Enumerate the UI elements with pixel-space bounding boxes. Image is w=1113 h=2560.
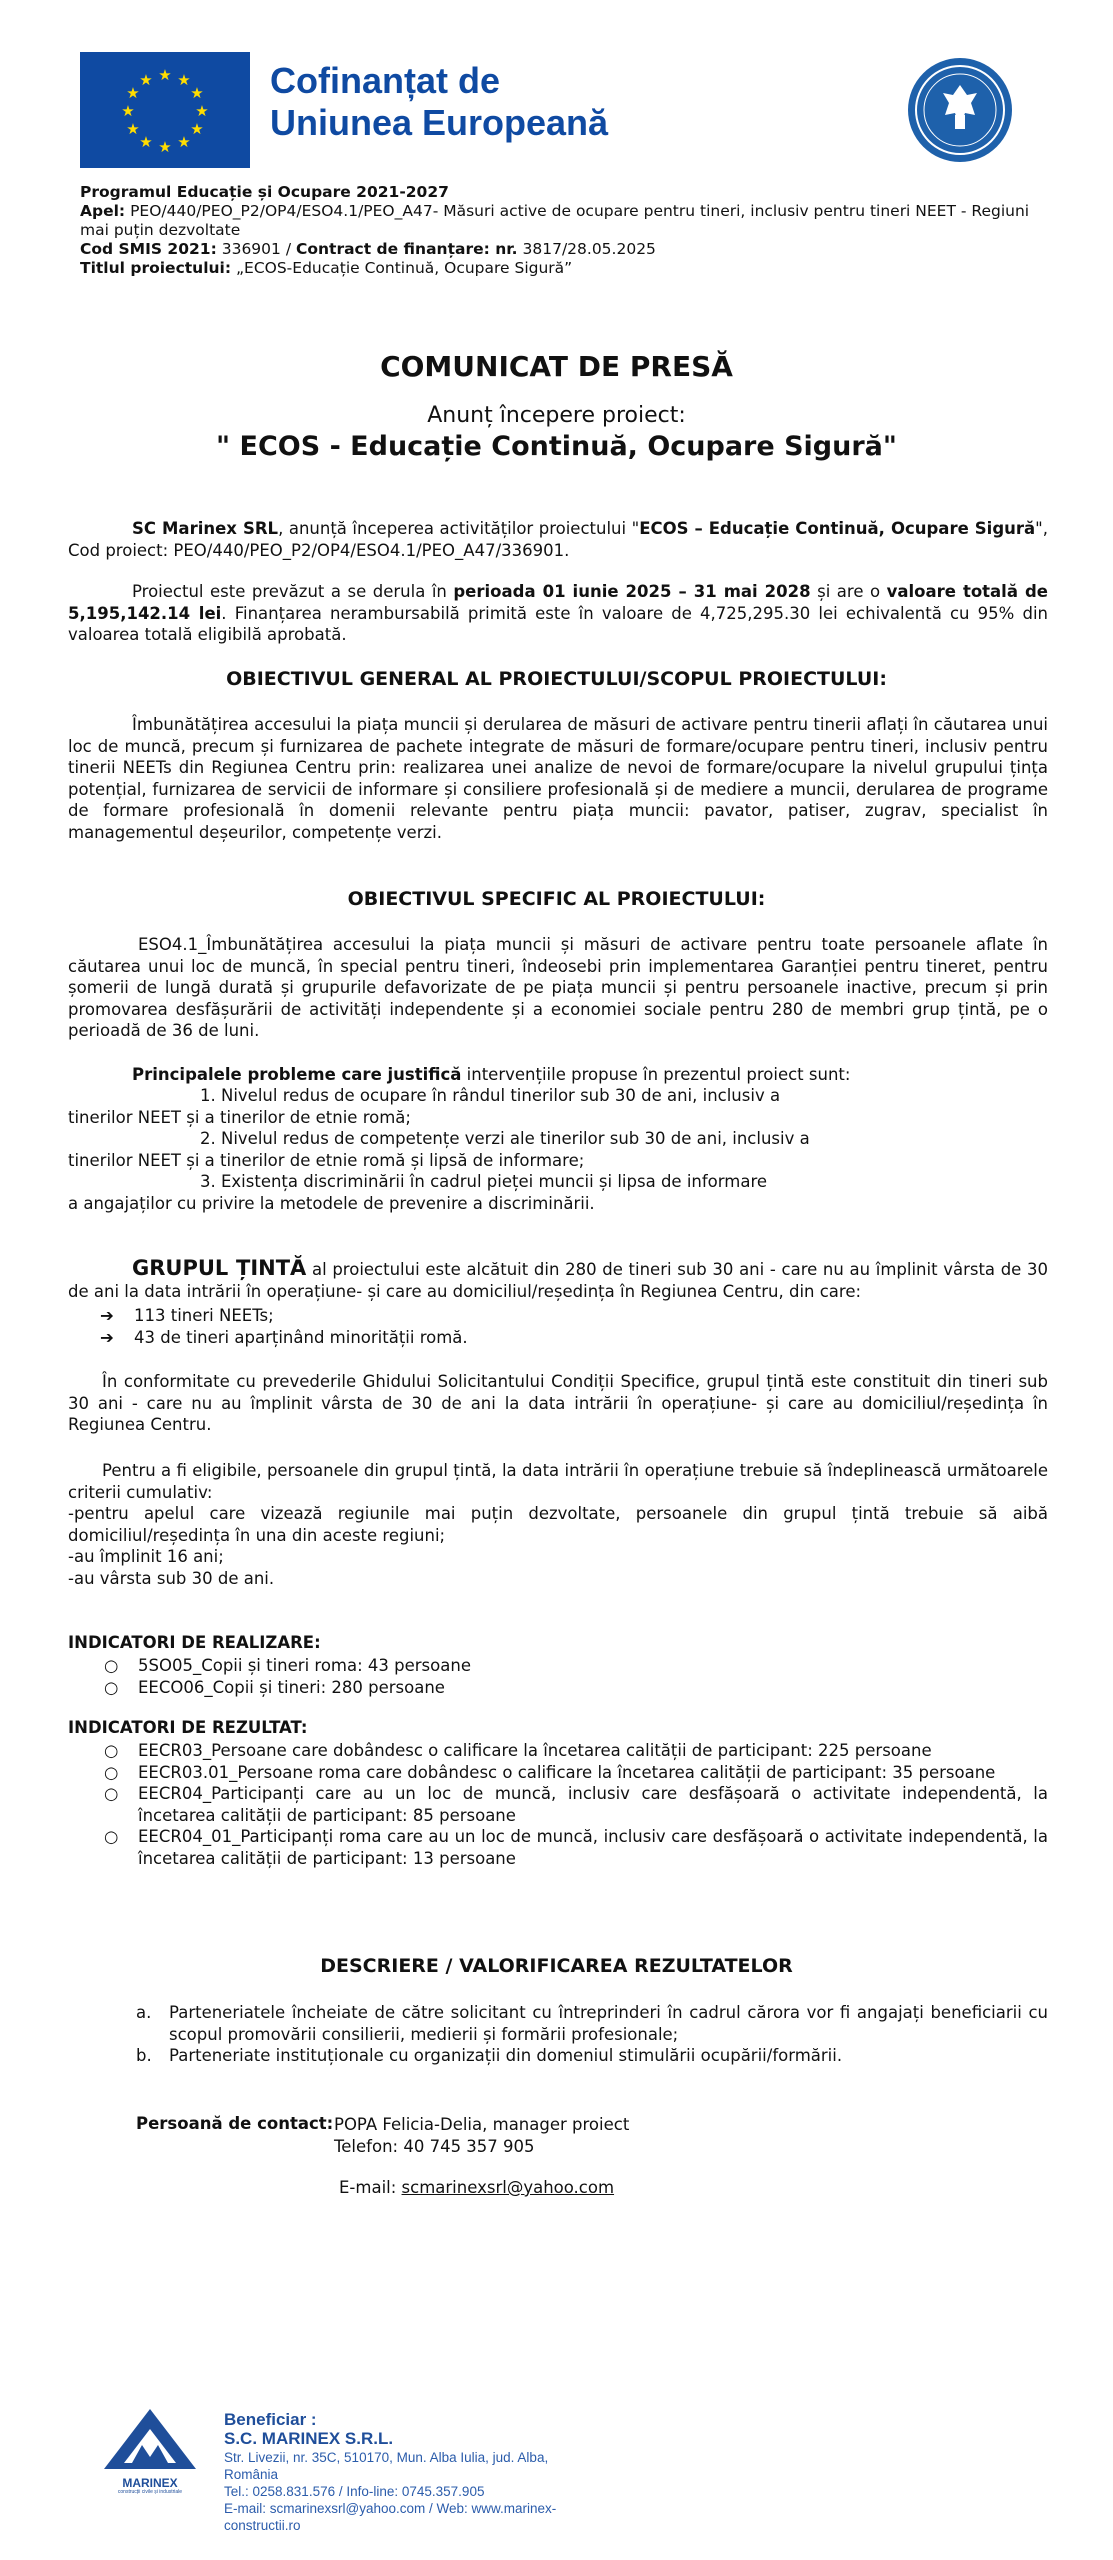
contact-email-link[interactable]: scmarinexsrl@yahoo.com (401, 2178, 615, 2197)
eu-title-line2: Uniunea Europeană (270, 102, 609, 143)
arrow-right-icon: ➔ (100, 1306, 114, 1325)
government-seal (905, 55, 1015, 165)
svg-text:★: ★ (139, 133, 153, 151)
result-indicator: EECR04_01_Participanți roma care au un loc de muncă, inclusiv care desfășoară o activitate independentă, la încetarea calității de participant: 13 persoane (138, 1827, 1048, 1868)
specific-objective-heading: OBIECTIVUL SPECIFIC AL PROIECTULUI: (347, 888, 766, 910)
footer-tel: Tel.: 0258.831.576 / Info-line: 0745.357.905 (224, 2484, 485, 2499)
arrow-right-icon: ➔ (100, 1328, 114, 1347)
realization-indicators-heading: INDICATORI DE REALIZARE: (68, 1633, 321, 1652)
footer-address-2: România (224, 2467, 279, 2482)
problem-1-cont: tinerilor NEET și a tinerilor de etnie romă; (68, 1107, 411, 1127)
svg-text:★: ★ (121, 102, 135, 120)
list-marker-b: b. (136, 2046, 152, 2065)
target-group-heading: GRUPUL ȚINTĂ (132, 1256, 307, 1280)
eu-flag (80, 52, 250, 168)
result-indicator: EECR03_Persoane care dobândesc o calificare la încetarea calității de participant: 225 persoane (138, 1741, 932, 1760)
general-objective-heading: OBIECTIVUL GENERAL AL PROIECTULUI/SCOPUL PROIECTULUI: (226, 668, 887, 690)
realization-indicator: 5SO05_Copii și tineri roma: 43 persoane (138, 1656, 471, 1675)
specific-objective-text: ESO4.1_Îmbunătățirea accesului la piața muncii și măsuri de activare pentru toate persoanele aflate în căutarea unui loc de muncă, în special pentru tineri, îndeosebi prin implementarea Garanției pentru tineret, pentru șomerii de lungă durată și grupurile defavorizate de pe piața muncii și pentru persoanele inactive, precum și prin promovarea desfășurării de activități independente și a economiei sociale pentru 280 de membri grup țintă, pe o perioadă de 36 de luni. (68, 935, 1048, 1040)
logo-tagline: construcții civile și industriale (117, 2489, 183, 2495)
contract-label: Contract de finanțare: nr. (295, 240, 518, 258)
eu-title-line1: Cofinanțat de (270, 60, 500, 101)
footer-web-1: E-mail: scmarinexsrl@yahoo.com / Web: www.marinex- (224, 2501, 557, 2516)
marinex-logo-icon (100, 2405, 200, 2473)
target-eligibility: Pentru a fi eligibile, persoanele din grupul țintă, la data intrării în operațiune trebuie să îndeplinească următoarele criterii cumulativ: (68, 1461, 1048, 1502)
logo-text: MARINEX (122, 2476, 178, 2490)
problem-2: 2. Nivelul redus de competențe verzi ale tinerilor sub 30 de ani, inclusiv a (200, 1129, 810, 1148)
problems-intro: Principalele probleme care justifică intervențiile propuse în prezentul proiect sunt: (132, 1065, 851, 1084)
coat-of-arms-icon (905, 55, 1015, 165)
footer-address-1: Str. Livezii, nr. 35C, 510170, Mun. Alba Iulia, jud. Alba, (224, 2450, 549, 2465)
circle-bullet-icon: ○ (104, 1677, 119, 1697)
circle-bullet-icon: ○ (104, 1656, 119, 1675)
svg-text:★: ★ (126, 84, 140, 102)
result-indicator: EECR03.01_Persoane roma care dobândesc o calificare la încetarea calității de participant: 35 persoane (138, 1762, 996, 1782)
list-marker-a: a. (136, 2003, 152, 2022)
realization-indicator: EECO06_Copii și tineri: 280 persoane (138, 1677, 445, 1697)
press-heading: COMUNICAT DE PRESĂ (380, 350, 733, 383)
criteria-2: -au împlinit 16 ani; (68, 1547, 224, 1566)
target-bullet-1: 113 tineri NEETs; (134, 1306, 274, 1325)
apel-value: PEO/440/PEO_P2/OP4/ESO4.1/PEO_A47- Măsuri active de ocupare pentru tineri, inclusiv pentru tineri NEET - Regiuni mai puțin dezvoltate (80, 202, 1030, 239)
target-group-intro: GRUPUL ȚINTĂ al proiectului este alcătuit din 280 de tineri sub 30 ani - care nu au împlinit vârsta de 30 de ani la data intrării în operațiune- și care au domiciliul/reședința în Regiunea Centru, din care: (68, 1256, 1048, 1301)
contact-name: POPA Felicia-Delia, manager proiect (334, 2115, 630, 2134)
press-subheading: Anunț începere proiect: (427, 403, 686, 428)
results-item-b: Parteneriate instituționale cu organizații din domeniul stimulării ocupării/formării. (169, 2046, 843, 2065)
problem-1: 1. Nivelul redus de ocupare în rândul tinerilor sub 30 de ani, inclusiv a (200, 1086, 781, 1105)
svg-text:★: ★ (177, 133, 191, 151)
svg-text:★: ★ (195, 102, 209, 120)
general-objective-text: Îmbunătățirea accesului la piața muncii și derularea de măsuri de activare pentru tinerii aflați în căutarea unui loc de muncă, precum și furnizarea de pachete integrate de măsuri de formare/ocupare pentru tineri, inclusiv pentru tinerii NEETs din Regiunea Centru prin: realizarea unei analize de nevoi de formare/ocupare la nivelul grupului țința potențial, furnizarea de servicii de informare și consiliere profesională și de mediere a muncii, derularea de programe de formare profesională în domenii relevante pentru piața muncii: pavator, patiser, zugrav, specialist în managementul deșeurilor, competențe verzi. (68, 715, 1048, 842)
footer-web-2: constructii.ro (224, 2518, 301, 2533)
problem-3-cont: a angajaților cu privire la metodele de prevenire a discriminării. (68, 1193, 595, 1213)
result-indicators-heading: INDICATORI DE REZULTAT: (68, 1718, 308, 1737)
press-project-name: " ECOS - Educație Continuă, Ocupare Sigură" (216, 431, 897, 462)
criteria-3: -au vârsta sub 30 de ani. (68, 1568, 275, 1588)
contact-label: Persoană de contact: (136, 2114, 334, 2133)
smis-label: Cod SMIS 2021: (80, 240, 217, 258)
smis-value: 336901 / (221, 240, 292, 258)
marinex-logo (100, 2405, 200, 2495)
apel-label: Apel: (80, 202, 126, 220)
target-bullet-2: 43 de tineri aparținând minorității romă. (134, 1328, 468, 1347)
company-name: SC Marinex SRL (132, 519, 279, 538)
result-indicator: EECR04_Participanți care au un loc de muncă, inclusiv care desfășoară o activitate independentă, la încetarea calității de participant: 85 persoane (138, 1784, 1048, 1825)
programme-label: Programul Educație și Ocupare 2021-2027 (80, 183, 449, 201)
contract-value: 3817/28.05.2025 (522, 240, 656, 258)
contact-phone: Telefon: 40 745 357 905 (334, 2136, 535, 2156)
criteria-1: -pentru apelul care vizează regiunile mai puțin dezvoltate, persoanele din grupul țintă trebuie să aibă domiciliul/reședința în una din aceste regiuni; (68, 1504, 1048, 1545)
circle-bullet-icon: ○ (104, 1762, 119, 1782)
circle-bullet-icon: ○ (104, 1784, 119, 1803)
target-conformity: În conformitate cu prevederile Ghidului Solicitantului Condiții Specifice, grupul țintă este constituit din tineri sub 30 ani - care nu au împlinit vârsta de 30 de ani la data intrării în operațiune- și care au domiciliul/reședința în Regiunea Centru. (68, 1372, 1048, 1434)
project-title-label: Titlul proiectului: (80, 259, 232, 277)
circle-bullet-icon: ○ (104, 1827, 119, 1846)
eu-stars-icon (80, 52, 250, 168)
svg-text:★: ★ (139, 71, 153, 89)
results-item-a: Parteneriatele încheiate de către solicitant cu întreprinderi în cadrul cărora vor fi angajați beneficiarii cu scopul promovării consilierii, medierii și formării profesionale; (169, 2003, 1048, 2044)
svg-text:★: ★ (177, 71, 191, 89)
problem-2-cont: tinerilor NEET și a tinerilor de etnie romă și lipsă de informare; (68, 1150, 585, 1170)
svg-text:★: ★ (158, 138, 172, 156)
intro-paragraph-2: Proiectul este prevăzut a se derula în perioada 01 iunie 2025 – 31 mai 2028 și are o valoare totală de 5,195,142.14 lei. Finanțarea nerambursabilă primită este în valoare de 4,725,295.30 lei echivalentă cu 95% din valoarea totală eligibilă aprobată. (68, 582, 1048, 644)
circle-bullet-icon: ○ (104, 1741, 119, 1760)
svg-text:★: ★ (190, 120, 204, 138)
problem-3: 3. Existența discriminării în cadrul pieței muncii și lipsa de informare (200, 1172, 768, 1191)
project-title-value: „ECOS-Educație Continuă, Ocupare Sigură” (236, 259, 573, 277)
contact-email-label: E-mail: (339, 2178, 402, 2197)
beneficiary-company: S.C. MARINEX S.R.L. (224, 2429, 394, 2448)
results-heading: DESCRIERE / VALORIFICAREA REZULTATELOR (320, 1955, 793, 1977)
intro-paragraph-1: SC Marinex SRL, anunță începerea activităților proiectului "ECOS – Educație Continuă, Ocupare Sigură", Cod proiect: PEO/440/PEO_P2/OP4/ESO4.1/PEO_A47/336901. (68, 519, 1048, 560)
beneficiary-label: Beneficiar : (224, 2410, 317, 2429)
svg-text:★: ★ (190, 84, 204, 102)
svg-text:★: ★ (158, 66, 172, 84)
svg-text:★: ★ (126, 120, 140, 138)
